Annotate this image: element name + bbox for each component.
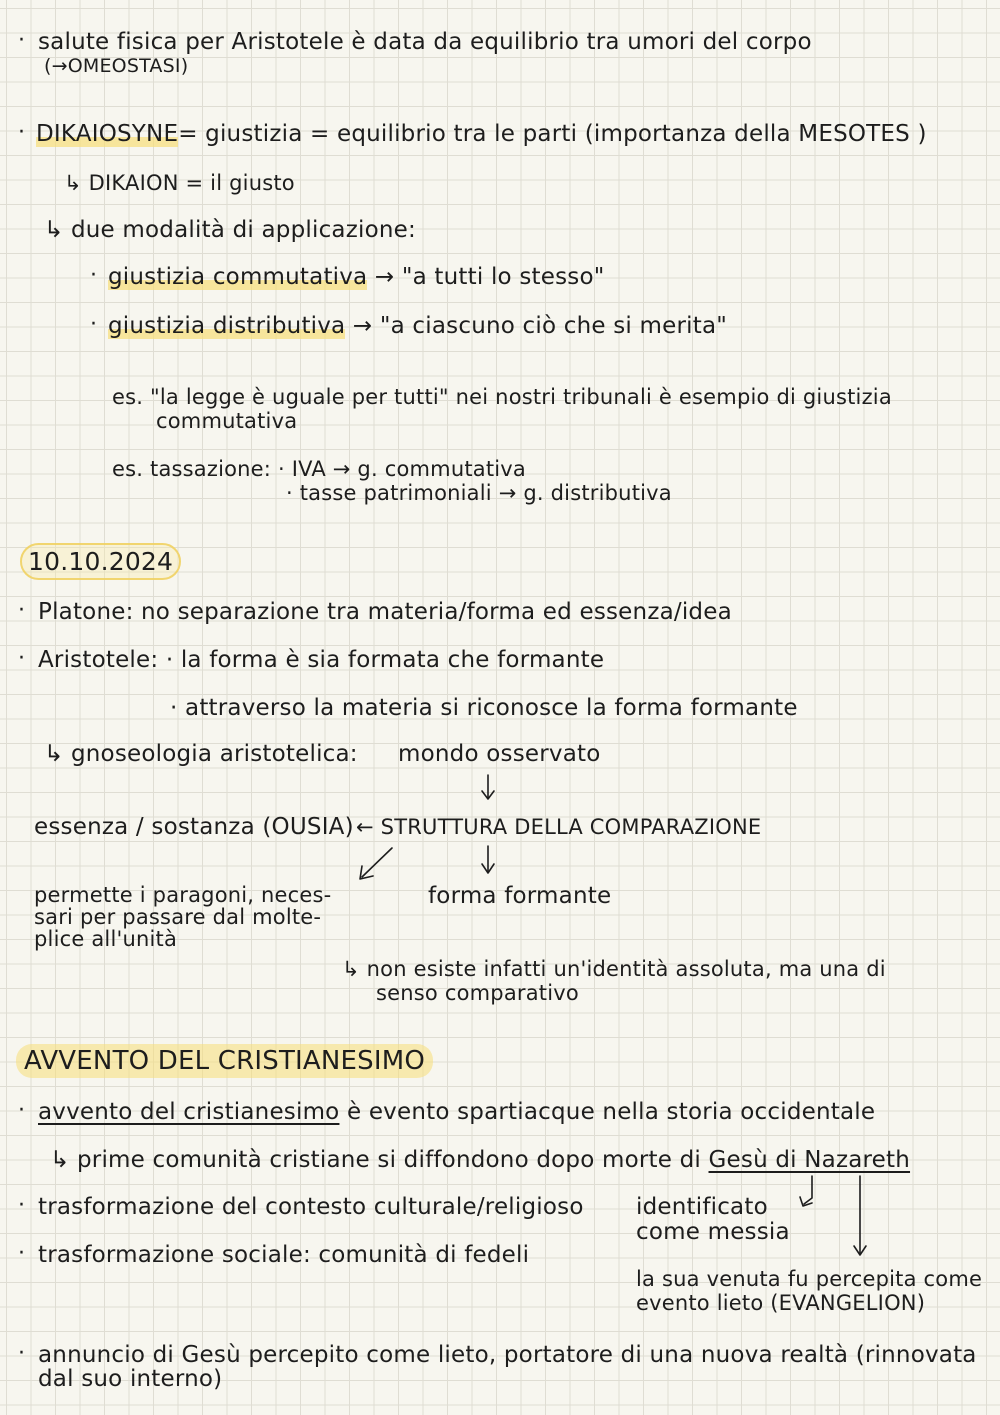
note-identita: ↳ non esiste infatti un'identità assoluta, ma una di: [342, 957, 886, 981]
note-example-tax-cont: · tasse patrimoniali → g. distributiva: [286, 481, 672, 505]
bullet: ·: [18, 1193, 25, 1218]
note-struttura: ← STRUTTURA DELLA COMPARAZIONE: [356, 815, 762, 839]
bullet: ·: [90, 312, 97, 337]
note-trasformazione-culturale: trasformazione del contesto culturale/religioso: [38, 1194, 584, 1220]
note-avvento-rest: è evento spartiacque nella storia occidentale: [339, 1099, 876, 1125]
bullet: ·: [18, 1098, 25, 1123]
note-identificato: identificato: [636, 1194, 768, 1220]
note-aristotele-2: · attraverso la materia si riconosce la forma formante: [170, 695, 798, 721]
bullet: ·: [18, 1241, 25, 1266]
note-evangelion: evento lieto (EVANGELION): [636, 1291, 926, 1315]
term-commutativa: giustizia commutativa: [108, 264, 368, 290]
note-trasformazione-sociale: trasformazione sociale: comunità di fedeli: [38, 1242, 530, 1268]
note-platone: Platone: no separazione tra materia/forma ed essenza/idea: [38, 599, 732, 625]
note-mondo-osservato: mondo osservato: [398, 741, 601, 767]
note-paragoni-2: sari per passare dal molte-: [34, 905, 322, 929]
note-annuncio-cont: dal suo interno): [38, 1366, 223, 1392]
note-health-line: salute fisica per Aristotele è data da equilibrio tra umori del corpo: [38, 29, 812, 55]
note-venuta: la sua venuta fu percepita come: [636, 1267, 983, 1291]
term-avvento: avvento del cristianesimo: [38, 1099, 340, 1125]
note-essenza: essenza / sostanza (OUSIA): [34, 814, 354, 840]
note-identita-cont: senso comparativo: [376, 981, 579, 1005]
bullet: ·: [90, 263, 97, 288]
note-come-messia: come messia: [636, 1219, 790, 1245]
term-dikaiosyne: DIKAIOSYNE: [36, 121, 179, 147]
note-example-law-cont: commutativa: [156, 409, 298, 433]
term-gesu: Gesù di Nazareth: [708, 1147, 911, 1173]
note-example-tax: es. tassazione: · IVA → g. commutativa: [112, 457, 526, 481]
bullet: ·: [18, 120, 25, 145]
note-aristotele: Aristotele: · la forma è sia formata che formante: [38, 647, 605, 673]
note-forma-formante: forma formante: [428, 883, 612, 909]
date-value: 10.10.2024: [20, 543, 181, 580]
note-paragoni-1: permette i paragoni, neces-: [34, 883, 332, 907]
note-dikaiosyne-rest: = giustizia = equilibrio tra le parti (importanza della MESOTES ): [178, 121, 927, 147]
note-two-modes: ↳ due modalità di applicazione:: [44, 217, 416, 243]
bullet: ·: [18, 28, 25, 53]
heading-text: AVVENTO DEL CRISTIANESIMO: [16, 1044, 433, 1078]
note-paragoni-3: plice all'unità: [34, 927, 178, 951]
note-omeostasi: (→OMEOSTASI): [44, 55, 189, 77]
bullet: ·: [18, 1341, 25, 1366]
note-gnoseologia: ↳ gnoseologia aristotelica:: [44, 741, 358, 767]
term-distributiva: giustizia distributiva: [108, 313, 346, 339]
note-distributiva-rest: → "a ciascuno ciò che si merita": [345, 313, 728, 339]
arrow-diagonal: [362, 848, 392, 877]
note-commutativa-rest: → "a tutti lo stesso": [367, 264, 605, 290]
note-comunita-text: ↳ prime comunità cristiane si diffondono dopo morte di: [50, 1147, 709, 1173]
bullet: ·: [18, 598, 25, 623]
note-annuncio: annuncio di Gesù percepito come lieto, portatore di una nuova realtà (rinnovata: [38, 1342, 977, 1368]
note-dikaion: ↳ DIKAION = il giusto: [64, 171, 295, 195]
arrow-identificato: [804, 1176, 812, 1204]
bullet: ·: [18, 646, 25, 671]
note-example-law: es. "la legge è uguale per tutti" nei nostri tribunali è esempio di giustizia: [112, 385, 892, 409]
